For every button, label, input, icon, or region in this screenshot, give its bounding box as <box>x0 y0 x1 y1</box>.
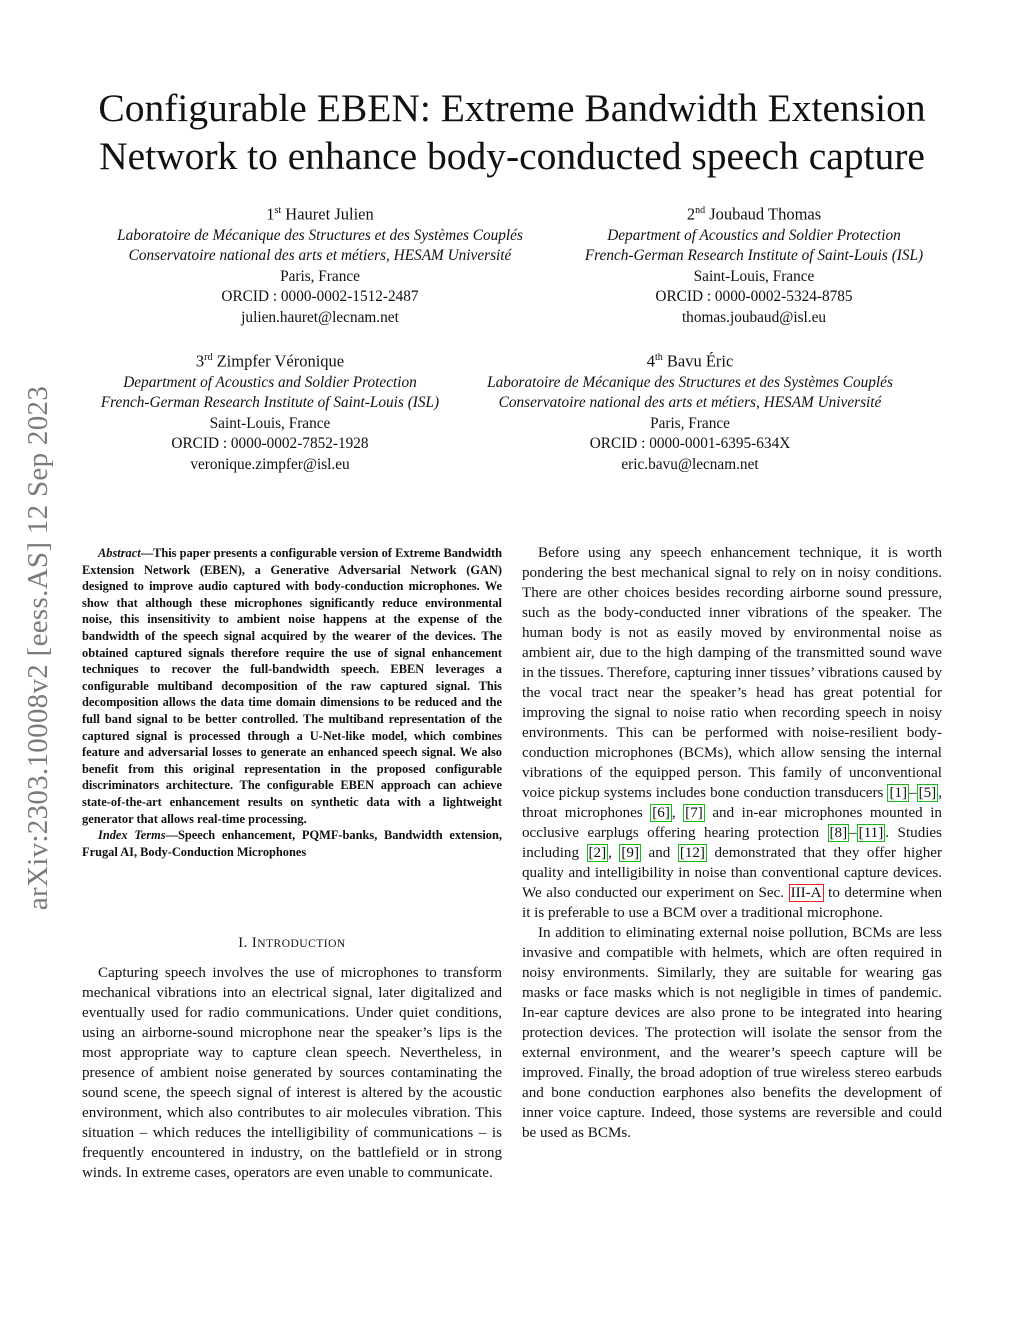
citation-link[interactable]: [12] <box>679 845 705 861</box>
abstract <box>82 545 502 860</box>
abstract-text: —This paper presents a configurable version of Extreme Bandwidth Extension Network (EBEN), a Generative Adversarial Network (GAN) designed to improve audio captured with body-conduction microphones. We show that although these microphones significantly reduce environmental noise, this insensitivity to ambient noise happens at the expense of the bandwidth of the speech signal acquired by the wearer of the devices. The obtained captured signals therefore require the use of signal enhancement techniques to recover the full-bandwidth speech. EBEN leverages a configurable multiband decomposition of the raw captured signal. This decomposition allows the data time domain dimensions to be reduced and the full band signal to be better controlled. The multiband representation of the captured signal is processed through a U-Net-like model, which combines feature and adversarial losses to generate an enhanced speech signal. We also benefit from this original representation in the proposed configurable discriminators architecture. The configurable EBEN approach can achieve state-of-the-art enhancement results on synthetic data with a lightweight generator that allows real-time processing. <box>82 546 502 826</box>
author-orcid: ORCID : 0000-0001-6395-634X <box>589 435 791 453</box>
author-email: thomas.joubaud@isl.eu <box>681 308 827 326</box>
author-affiliation: Conservatoire national des arts et métiers, HESAM Université <box>128 247 512 265</box>
paragraph: Before using any speech enhancement technique, it is worth pondering the best mechanical signal to rely on in noisy conditions. There are other choices besides recording airborne sound pressure, such as the body-conducted inner vibrations of the speaker. The human body is not as easily moved by environmental noise as ambient air, due to the high damping of the transmitted sound wave in the tissues. Therefore, capturing inner tissues’ vibrations caused by the vocal tract near the speaker’s head has great potential for improving the signal to noise ratio when recording speech in noisy environments. This can be performed with noise-resilient body-conduction microphones (BCMs), which allow sensing the internal vibrations of the equipped person. This family of unconventional voice pickup systems includes bone conduction transducers [1] – [5] , throat microphones [6] , [7] and in-ear microphones mounted in occlusive earplugs offering hearing protection [8] – [11] . Studies including [2] , [9] and [12] demonstrated that they offer higher quality and intelligibility in noise than conventional capture devices. We also conducted our experiment on Sec. III-A to determine when it is preferable to use a BCM over a traditional microphone. <box>522 545 943 921</box>
author-location: Paris, France <box>650 414 730 432</box>
author-location: Saint-Louis, France <box>693 267 815 285</box>
citation-link[interactable]: [5] <box>918 785 937 801</box>
author-email: eric.bavu@lecnam.net <box>621 455 759 473</box>
author-affiliation: Department of Acoustics and Soldier Protection <box>123 373 417 391</box>
abstract-label: Abstract <box>98 546 141 560</box>
author-affiliation: Laboratoire de Mécanique des Structures et des Systèmes Couplés <box>117 226 523 244</box>
author-email: veronique.zimpfer@isl.eu <box>190 455 350 473</box>
author-block-2 <box>548 200 960 328</box>
author-block-1 <box>60 200 580 328</box>
citation-link[interactable]: [1] <box>889 785 908 801</box>
author-location: Paris, France <box>280 267 360 285</box>
author-name: 1st Hauret Julien <box>266 204 374 224</box>
abstract-paragraph <box>82 545 502 827</box>
index-terms <box>82 827 502 860</box>
author-affiliation: French-German Research Institute of Saint-Louis (ISL) <box>100 394 440 412</box>
citation-link[interactable]: [11] <box>858 825 884 841</box>
introduction-text <box>82 963 502 1183</box>
author-orcid: ORCID : 0000-0002-1512-2487 <box>221 288 419 306</box>
section-reference-link[interactable]: III-A <box>790 885 822 901</box>
author-name: 2nd Joubaud Thomas <box>686 204 822 224</box>
right-column-text <box>522 543 942 1143</box>
author-block-4 <box>460 347 920 475</box>
author-name: 3rd Zimpfer Véronique <box>195 351 345 371</box>
author-affiliation: French-German Research Institute of Saint-Louis (ISL) <box>584 247 924 265</box>
author-orcid: ORCID : 0000-0002-7852-1928 <box>171 435 369 453</box>
citation-link[interactable]: [2] <box>588 845 607 861</box>
arxiv-identifier: arXiv:2303.10008v2 [eess.AS] 12 Sep 2023 <box>22 385 54 911</box>
author-affiliation: Laboratoire de Mécanique des Structures et des Systèmes Couplés <box>487 373 893 391</box>
author-orcid: ORCID : 0000-0002-5324-8785 <box>655 288 853 306</box>
title-line-2: Network to enhance body-conducted speech capture <box>99 134 925 178</box>
author-name: 4th Bavu Éric <box>646 351 734 371</box>
citation-link[interactable]: [7] <box>685 805 703 821</box>
author-location: Saint-Louis, France <box>209 414 331 432</box>
citation-link[interactable]: [9] <box>621 845 640 861</box>
citation-link[interactable]: [6] <box>652 805 670 821</box>
citation-link[interactable]: [8] <box>829 825 848 841</box>
author-block-3 <box>60 347 480 475</box>
author-affiliation: Conservatoire national des arts et métiers, HESAM Université <box>498 394 882 412</box>
paragraph: Capturing speech involves the use of microphones to transform mechanical vibrations into an electrical signal, later digitalized and eventually used for radio communications. Under quiet conditions, using an airborne-sound microphone near the speaker’s lips is the most appropriate way to capture clean speech. Nevertheless, in presence of ambient noise generated by sources contaminating the sound scene, the speech signal of interest is altered by the acoustic environment, which also contributes to air molecules vibration. This situation – which reduces the intelligibility of communications – is frequently encountered in industry, on the battlefield or in strong winds. In extreme cases, operators are even unable to communicate. <box>82 965 502 1181</box>
index-terms-label: Index Terms <box>98 828 166 843</box>
section-heading-introduction: I. INTRODUCTION <box>238 935 346 951</box>
title-line-1: Configurable EBEN: Extreme Bandwidth Extension <box>98 86 926 130</box>
paper-title <box>60 84 964 180</box>
author-email: julien.hauret@lecnam.net <box>241 308 399 326</box>
author-affiliation: Department of Acoustics and Soldier Protection <box>607 226 901 244</box>
index-terms-text: —Speech enhancement, PQMF-banks, Bandwidth extension, Frugal AI, Body-Conduction Microphones <box>82 828 502 859</box>
paragraph: In addition to eliminating external noise pollution, BCMs are less invasive and compatible with helmets, which are often required in noisy environments. Similarly, they are suitable for wearing gas masks or face masks which is not negligible in times of pandemic. In-ear capture devices are also prone to be integrated into hearing protection devices. The protection will isolate the sensor from the external environment, and the wearer’s speech capture will be improved. Finally, the broad adoption of true wireless stereo earbuds and bone conduction earphones also benefits the development of inner voice capture. Indeed, those systems are reversible and could be used as BCMs. <box>522 925 942 1141</box>
